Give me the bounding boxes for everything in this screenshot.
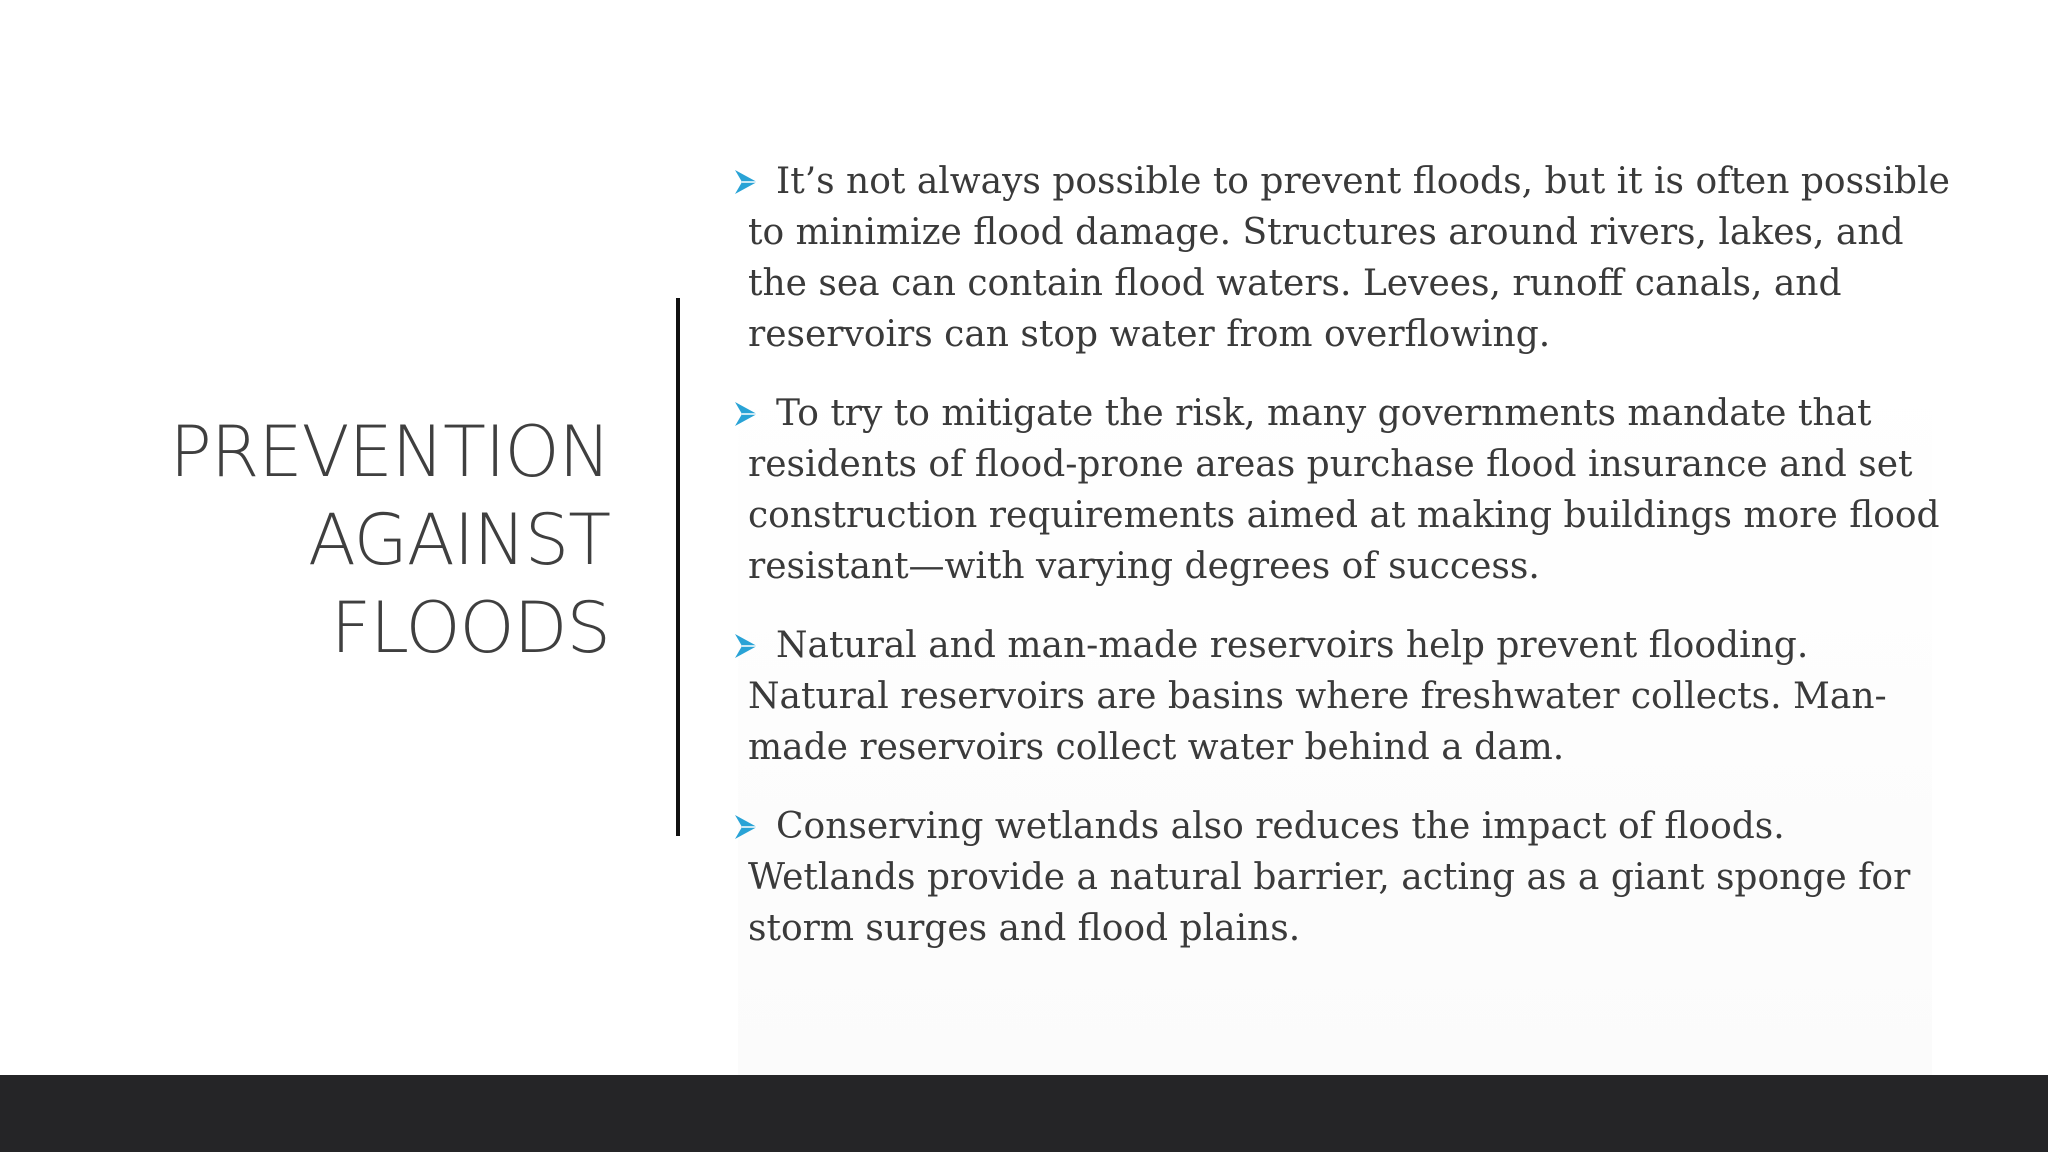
slide-title	[50, 408, 610, 672]
arrow-bullet-icon	[734, 168, 758, 196]
vertical-divider	[676, 298, 680, 836]
bullet-item	[734, 388, 1954, 592]
bullet-item	[734, 156, 1954, 360]
arrow-bullet-icon	[734, 813, 758, 841]
title-line-1: PREVENTION	[169, 411, 610, 493]
bottom-bar	[0, 1075, 2048, 1152]
arrow-bullet-icon	[734, 632, 758, 660]
bullet-text: Conserving wetlands also reduces the impact of floods. Wetlands provide a natural barrier, acting as a giant sponge for storm surges and flood plains.	[748, 806, 1911, 949]
bullet-item	[734, 801, 1954, 954]
bullet-item	[734, 620, 1954, 773]
arrow-bullet-icon	[734, 400, 758, 428]
title-line-2: AGAINST	[308, 499, 610, 581]
title-line-3: FLOODS	[330, 587, 610, 669]
bullet-text: To try to mitigate the risk, many governments mandate that residents of flood-prone areas purchase flood insurance and set construction requirements aimed at making buildings more flood resistant—with varying degrees of success.	[748, 393, 1940, 587]
bullet-text: Natural and man-made reservoirs help prevent flooding. Natural reservoirs are basins where freshwater collects. Man-made reservoirs collect water behind a dam.	[748, 625, 1887, 768]
bullet-text: It’s not always possible to prevent floods, but it is often possible to minimize flood damage. Structures around rivers, lakes, and the sea can contain flood waters. Levees, runoff canals, and reservoirs can stop water from overflowing.	[748, 161, 1950, 355]
bullet-list	[734, 156, 1954, 982]
